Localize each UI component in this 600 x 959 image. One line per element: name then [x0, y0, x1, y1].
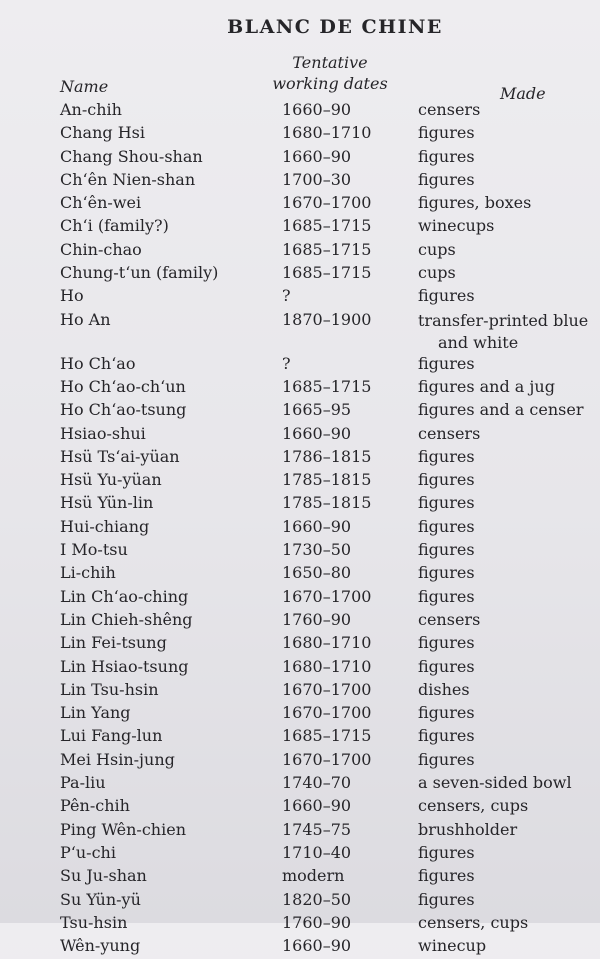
- potter-name: Lin Fei-tsung: [60, 633, 167, 653]
- items-made-line1: figures: [418, 169, 475, 189]
- potter-name: Wên-yung: [60, 936, 141, 956]
- potter-name: Lin Tsu-hsin: [60, 679, 159, 699]
- items-made-line1: figures: [418, 353, 475, 373]
- working-dates: 1670–1700: [282, 749, 372, 769]
- items-made: [418, 540, 475, 559]
- items-made-line1: figures: [418, 842, 475, 862]
- table-row: [0, 193, 600, 216]
- items-made: [418, 216, 494, 235]
- items-made: [418, 610, 480, 629]
- items-made: [418, 400, 584, 419]
- items-made-line2: and white: [438, 332, 519, 352]
- potter-name: Pʻu-chi: [60, 842, 116, 862]
- table-row: [0, 147, 600, 170]
- table-row: [0, 216, 600, 239]
- potter-name: Lin Hsiao-tsung: [60, 656, 189, 676]
- potter-name: Chung-tʻun (family): [60, 263, 219, 283]
- table-row: [0, 424, 600, 447]
- working-dates: 1650–80: [282, 563, 352, 583]
- table-row: [0, 936, 600, 959]
- items-made: [418, 936, 486, 955]
- items-made-line1: figures: [418, 563, 475, 583]
- working-dates: 1660–90: [282, 100, 352, 119]
- table-row: [0, 240, 600, 263]
- potter-name: Lin Yang: [60, 703, 131, 723]
- items-made-line1: censers, cups: [418, 912, 529, 932]
- table-row: [0, 773, 600, 796]
- table-row: [0, 263, 600, 286]
- column-header-name: Name: [60, 77, 109, 96]
- table-row: [0, 703, 600, 726]
- items-made-line1: transfer-printed blue: [418, 310, 589, 330]
- potter-name: Chʻên-wei: [60, 193, 142, 213]
- potter-name: Lin Chieh-shêng: [60, 609, 193, 629]
- items-made: [418, 263, 456, 282]
- working-dates: 1785–1815: [282, 493, 372, 513]
- table-row: [0, 890, 600, 913]
- items-made-line1: censers: [418, 423, 481, 443]
- table-row: [0, 680, 600, 703]
- working-dates: 1670–1700: [282, 679, 372, 699]
- items-made-line1: figures: [418, 703, 475, 723]
- working-dates: 1670–1700: [282, 703, 372, 723]
- items-made: [418, 587, 475, 606]
- table-row: [0, 170, 600, 193]
- items-made-line1: figures: [418, 656, 475, 676]
- table-row: [0, 843, 600, 866]
- items-made-line1: figures: [418, 633, 475, 653]
- working-dates: modern: [282, 866, 345, 886]
- items-made: [418, 447, 475, 466]
- table-row: [0, 726, 600, 749]
- working-dates: 1685–1715: [282, 726, 372, 746]
- items-made-line1: figures: [418, 286, 475, 306]
- potter-name: Chang Shou-shan: [60, 146, 203, 166]
- working-dates: 1685–1715: [282, 239, 372, 259]
- items-made-line1: censers: [418, 100, 481, 119]
- items-made: [418, 424, 480, 443]
- items-made: [418, 680, 470, 699]
- working-dates: 1786–1815: [282, 446, 372, 466]
- working-dates: 1680–1710: [282, 656, 372, 676]
- potter-name: Hsü Yu-yüan: [60, 470, 162, 490]
- working-dates: 1785–1815: [282, 470, 372, 490]
- items-made-line1: figures: [418, 889, 475, 909]
- potter-name: Hsü Yün-lin: [60, 493, 154, 513]
- working-dates: 1680–1710: [282, 123, 372, 143]
- items-made: [418, 633, 475, 652]
- table-row: [0, 587, 600, 610]
- items-made-line1: figures: [418, 123, 475, 143]
- items-made: [418, 657, 475, 676]
- potter-name: Ho An: [60, 309, 111, 329]
- items-made: [418, 100, 480, 119]
- working-dates: 1710–40: [282, 842, 352, 862]
- items-made-line1: brushholder: [418, 819, 518, 839]
- items-made-line1: figures, boxes: [418, 193, 532, 213]
- items-made: [418, 796, 528, 815]
- potter-name: Ho: [60, 286, 84, 306]
- table-row: [0, 913, 600, 936]
- items-made-line1: figures: [418, 446, 475, 466]
- potter-name: Su Ju-shan: [60, 866, 147, 886]
- potter-name: Pên-chih: [60, 796, 130, 816]
- potter-name: Lin Chʻao-ching: [60, 586, 189, 606]
- items-made: [418, 310, 588, 354]
- items-made-line1: dishes: [418, 679, 470, 699]
- working-dates: ?: [282, 353, 291, 373]
- working-dates: 1680–1710: [282, 633, 372, 653]
- items-made: [418, 703, 475, 722]
- working-dates: 1820–50: [282, 889, 352, 909]
- items-made-line1: figures and a censer: [418, 400, 584, 420]
- table-row: [0, 400, 600, 423]
- table-row: [0, 470, 600, 493]
- items-made-line1: cups: [418, 239, 456, 259]
- working-dates: 1700–30: [282, 169, 352, 189]
- items-made-line1: figures: [418, 493, 475, 513]
- potters-table: [0, 100, 600, 959]
- items-made: [418, 517, 475, 536]
- table-row: [0, 100, 600, 123]
- table-row: [0, 517, 600, 540]
- working-dates: ?: [282, 286, 291, 306]
- working-dates: 1660–90: [282, 423, 352, 443]
- items-made-line1: censers: [418, 609, 481, 629]
- potter-name: Mei Hsin-jung: [60, 749, 175, 769]
- table-row: [0, 563, 600, 586]
- potter-name: Hui-chiang: [60, 516, 150, 536]
- table-row: [0, 633, 600, 656]
- table-row: [0, 447, 600, 470]
- working-dates: 1685–1715: [282, 376, 372, 396]
- working-dates: 1740–70: [282, 773, 352, 793]
- items-made: [418, 147, 475, 166]
- items-made-line1: figures: [418, 726, 475, 746]
- items-made: [418, 726, 475, 745]
- potter-name: Chʻên Nien-shan: [60, 169, 196, 189]
- potter-name: I Mo-tsu: [60, 540, 128, 560]
- working-dates: 1870–1900: [282, 309, 372, 329]
- items-made: [418, 286, 475, 305]
- working-dates: 1670–1700: [282, 193, 372, 213]
- potter-name: Su Yün-yü: [60, 889, 141, 909]
- column-header-made: Made: [500, 84, 546, 103]
- items-made: [418, 493, 475, 512]
- working-dates: 1660–90: [282, 146, 352, 166]
- working-dates: 1685–1715: [282, 263, 372, 283]
- items-made-line1: a seven-sided bowl: [418, 773, 572, 793]
- table-row: [0, 377, 600, 400]
- items-made-line1: figures: [418, 540, 475, 560]
- items-made-line1: figures and a jug: [418, 376, 555, 396]
- items-made: [418, 123, 475, 142]
- items-made: [418, 354, 475, 373]
- working-dates: 1760–90: [282, 609, 352, 629]
- potter-name: Li-chih: [60, 563, 116, 583]
- working-dates: 1660–90: [282, 796, 352, 816]
- items-made: [418, 820, 517, 839]
- items-made: [418, 240, 456, 259]
- items-made: [418, 750, 475, 769]
- table-row: [0, 796, 600, 819]
- items-made: [418, 866, 475, 885]
- items-made-line1: figures: [418, 470, 475, 490]
- working-dates: 1685–1715: [282, 216, 372, 236]
- items-made: [418, 773, 572, 792]
- potter-name: Ho Chʻao-tsung: [60, 400, 187, 420]
- column-header-dates-line1: Tentative: [292, 53, 368, 72]
- potter-name: Hsiao-shui: [60, 423, 146, 443]
- items-made-line1: winecup: [418, 936, 487, 956]
- column-header-dates-line2: working dates: [272, 74, 388, 93]
- potter-name: Hsü Tsʻai-yüan: [60, 446, 180, 466]
- items-made: [418, 170, 475, 189]
- items-made: [418, 563, 475, 582]
- items-made-line1: cups: [418, 263, 456, 283]
- items-made: [418, 377, 555, 396]
- items-made-line1: figures: [418, 749, 475, 769]
- items-made-line1: figures: [418, 866, 475, 886]
- working-dates: 1745–75: [282, 819, 352, 839]
- table-row: [0, 610, 600, 633]
- working-dates: 1660–90: [282, 936, 352, 956]
- table-row: [0, 657, 600, 680]
- potter-name: Ho Chʻao-chʻun: [60, 376, 186, 396]
- potter-name: Chin-chao: [60, 239, 142, 259]
- table-row: [0, 820, 600, 843]
- potter-name: Lui Fang-lun: [60, 726, 163, 746]
- potter-name: Ho Chʻao: [60, 353, 136, 373]
- table-row: [0, 123, 600, 146]
- items-made-line1: winecups: [418, 216, 495, 236]
- items-made-line1: figures: [418, 516, 475, 536]
- items-made-line1: figures: [418, 586, 475, 606]
- potter-name: Chʻi (family?): [60, 216, 169, 236]
- working-dates: 1670–1700: [282, 586, 372, 606]
- items-made-line1: censers, cups: [418, 796, 529, 816]
- potter-name: Chang Hsi: [60, 123, 145, 143]
- items-made: [418, 193, 531, 212]
- potter-name: Tsu-hsin: [60, 912, 128, 932]
- items-made: [418, 843, 475, 862]
- working-dates: 1660–90: [282, 516, 352, 536]
- working-dates: 1730–50: [282, 540, 352, 560]
- table-row: [0, 286, 600, 309]
- table-row: [0, 866, 600, 889]
- items-made: [418, 913, 528, 932]
- table-row: [0, 750, 600, 773]
- potter-name: Ping Wên-chien: [60, 819, 186, 839]
- table-row: [0, 354, 600, 377]
- items-made: [418, 470, 475, 489]
- table-row: [0, 493, 600, 516]
- items-made-line1: figures: [418, 146, 475, 166]
- table-row: [0, 540, 600, 563]
- potter-name: Pa-liu: [60, 773, 106, 793]
- items-made: [418, 890, 475, 909]
- column-header-dates: [268, 52, 392, 94]
- potter-name: An-chih: [60, 100, 122, 119]
- page-title: BLANC DE CHINE: [227, 16, 443, 38]
- working-dates: 1665–95: [282, 400, 352, 420]
- table-row: [0, 310, 600, 354]
- working-dates: 1760–90: [282, 912, 352, 932]
